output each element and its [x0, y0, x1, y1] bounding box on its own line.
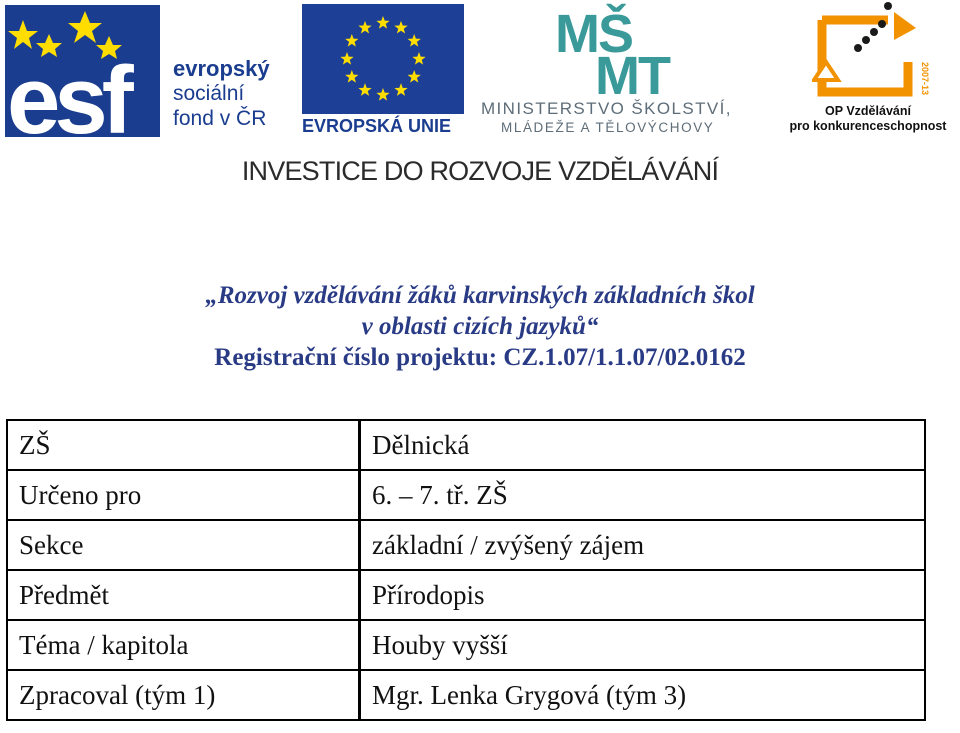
table-row: [7, 420, 925, 470]
row-value: Houby vyšší: [360, 620, 926, 670]
msmt-caption-line2: MLÁDEŽE A TĚLOVÝCHOVY: [501, 120, 715, 135]
op-caption-line1: OP Vzdělávání: [825, 104, 911, 118]
esf-caption-line2: sociální: [173, 82, 245, 105]
op-vzdelavani-logo: [812, 2, 930, 98]
table-row: [7, 520, 925, 570]
project-title-line1: „Rozvoj vzdělávání žáků karvinských základních škol: [205, 282, 755, 309]
row-value: Dělnická: [360, 420, 926, 470]
row-label: ZŠ: [7, 420, 360, 470]
op-caption-line2: pro konkurenceschopnost: [789, 119, 947, 133]
project-registration: Registrační číslo projektu: CZ.1.07/1.1.07/02.0162: [214, 344, 746, 371]
esf-caption: [173, 56, 270, 131]
esf-caption-line1: evropský: [173, 56, 270, 81]
eu-label: EVROPSKÁ UNIE: [302, 116, 452, 136]
table-row: [7, 620, 925, 670]
info-table: [6, 419, 926, 721]
op-caption: [778, 104, 958, 134]
table-row: [7, 570, 925, 620]
row-label: Sekce: [7, 520, 360, 570]
op-year: 2007-13: [920, 62, 930, 96]
row-label: Určeno pro: [7, 470, 360, 520]
msmt-logo: [553, 2, 693, 97]
msmt-mark-top: MŠ: [555, 4, 632, 64]
project-heading: [0, 280, 960, 373]
eu-flag-logo: [302, 4, 464, 114]
row-value: 6. – 7. tř. ZŠ: [360, 470, 926, 520]
slogan: INVESTICE DO ROZVOJE VZDĚLÁVÁNÍ: [241, 156, 719, 186]
row-value: Přírodopis: [360, 570, 926, 620]
row-label: Téma / kapitola: [7, 620, 360, 670]
esf-caption-line3: fond v ČR: [173, 107, 267, 130]
row-value: základní / zvýšený zájem: [360, 520, 926, 570]
table-row: [7, 670, 925, 720]
row-label: Zpracoval (tým 1): [7, 670, 360, 720]
row-label: Předmět: [7, 570, 360, 620]
esf-mark: esf: [7, 47, 128, 140]
row-value: Mgr. Lenka Grygová (tým 3): [360, 670, 926, 720]
table-row: [7, 470, 925, 520]
msmt-caption-line1: MINISTERSTVO ŠKOLSTVÍ,: [481, 99, 732, 118]
msmt-mark-bottom: MT: [595, 46, 669, 97]
project-title-line2: v oblasti cizích jazyků“: [361, 313, 599, 340]
